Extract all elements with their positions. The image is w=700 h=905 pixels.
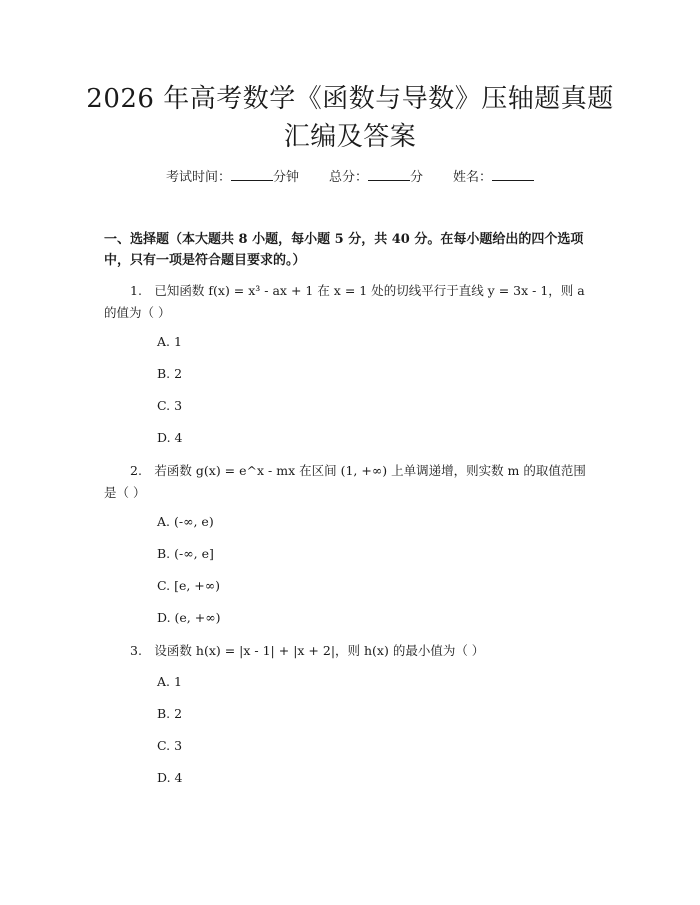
time-blank: [231, 168, 273, 181]
score-blank: [368, 168, 410, 181]
score-label: 总分：: [328, 170, 368, 185]
time-label: 考试时间：: [165, 170, 231, 185]
question-1-option-b: B. 2: [157, 366, 183, 381]
question-3: 3. 设函数 h(x) = |x - 1| + |x + 2|，则 h(x) 的最小值为（ ）: [130, 643, 485, 658]
question-3-option-b: B. 2: [157, 706, 183, 721]
question-3-option-d: D. 4: [157, 770, 183, 785]
question-2: 2. 若函数 g(x) = e^x - mx 在区间 (1, +∞) 上单调递增，则实数 m 的取值范围是（ ）: [104, 463, 586, 500]
question-1-option-a: A. 1: [157, 334, 182, 349]
name-blank: [492, 168, 534, 181]
question-2-option-c: C. [e, +∞): [157, 578, 221, 593]
time-unit: 分钟: [272, 170, 299, 185]
name-label: 姓名：: [453, 170, 493, 185]
question-3-option-a: A. 1: [157, 674, 182, 689]
question-2-option-b: B. (-∞, e]: [157, 546, 214, 561]
question-1: 1. 已知函数 f(x) = x³ - ax + 1 在 x = 1 处的切线平行于直线 y = 3x - 1，则 a 的值为（ ）: [104, 283, 585, 320]
section-heading: 一、选择题（本大题共 8 小题，每小题 5 分，共 40 分。在每小题给出的四个选项中，只有一项是符合题目要求的。）: [104, 232, 584, 268]
exam-title-line-2: 汇编及答案: [283, 122, 417, 152]
exam-title: [0, 80, 700, 156]
question-1-option-d: D. 4: [157, 430, 183, 445]
exam-title-line-1: 2026 年高考数学《函数与导数》压轴题真题: [86, 84, 614, 114]
question-3-option-c: C. 3: [157, 738, 183, 753]
question-2-option-a: A. (-∞, e): [157, 514, 214, 529]
score-unit: 分: [410, 170, 424, 185]
question-1-option-c: C. 3: [157, 398, 183, 413]
question-2-option-d: D. (e, +∞): [157, 610, 221, 625]
exam-info-row: [0, 168, 700, 188]
